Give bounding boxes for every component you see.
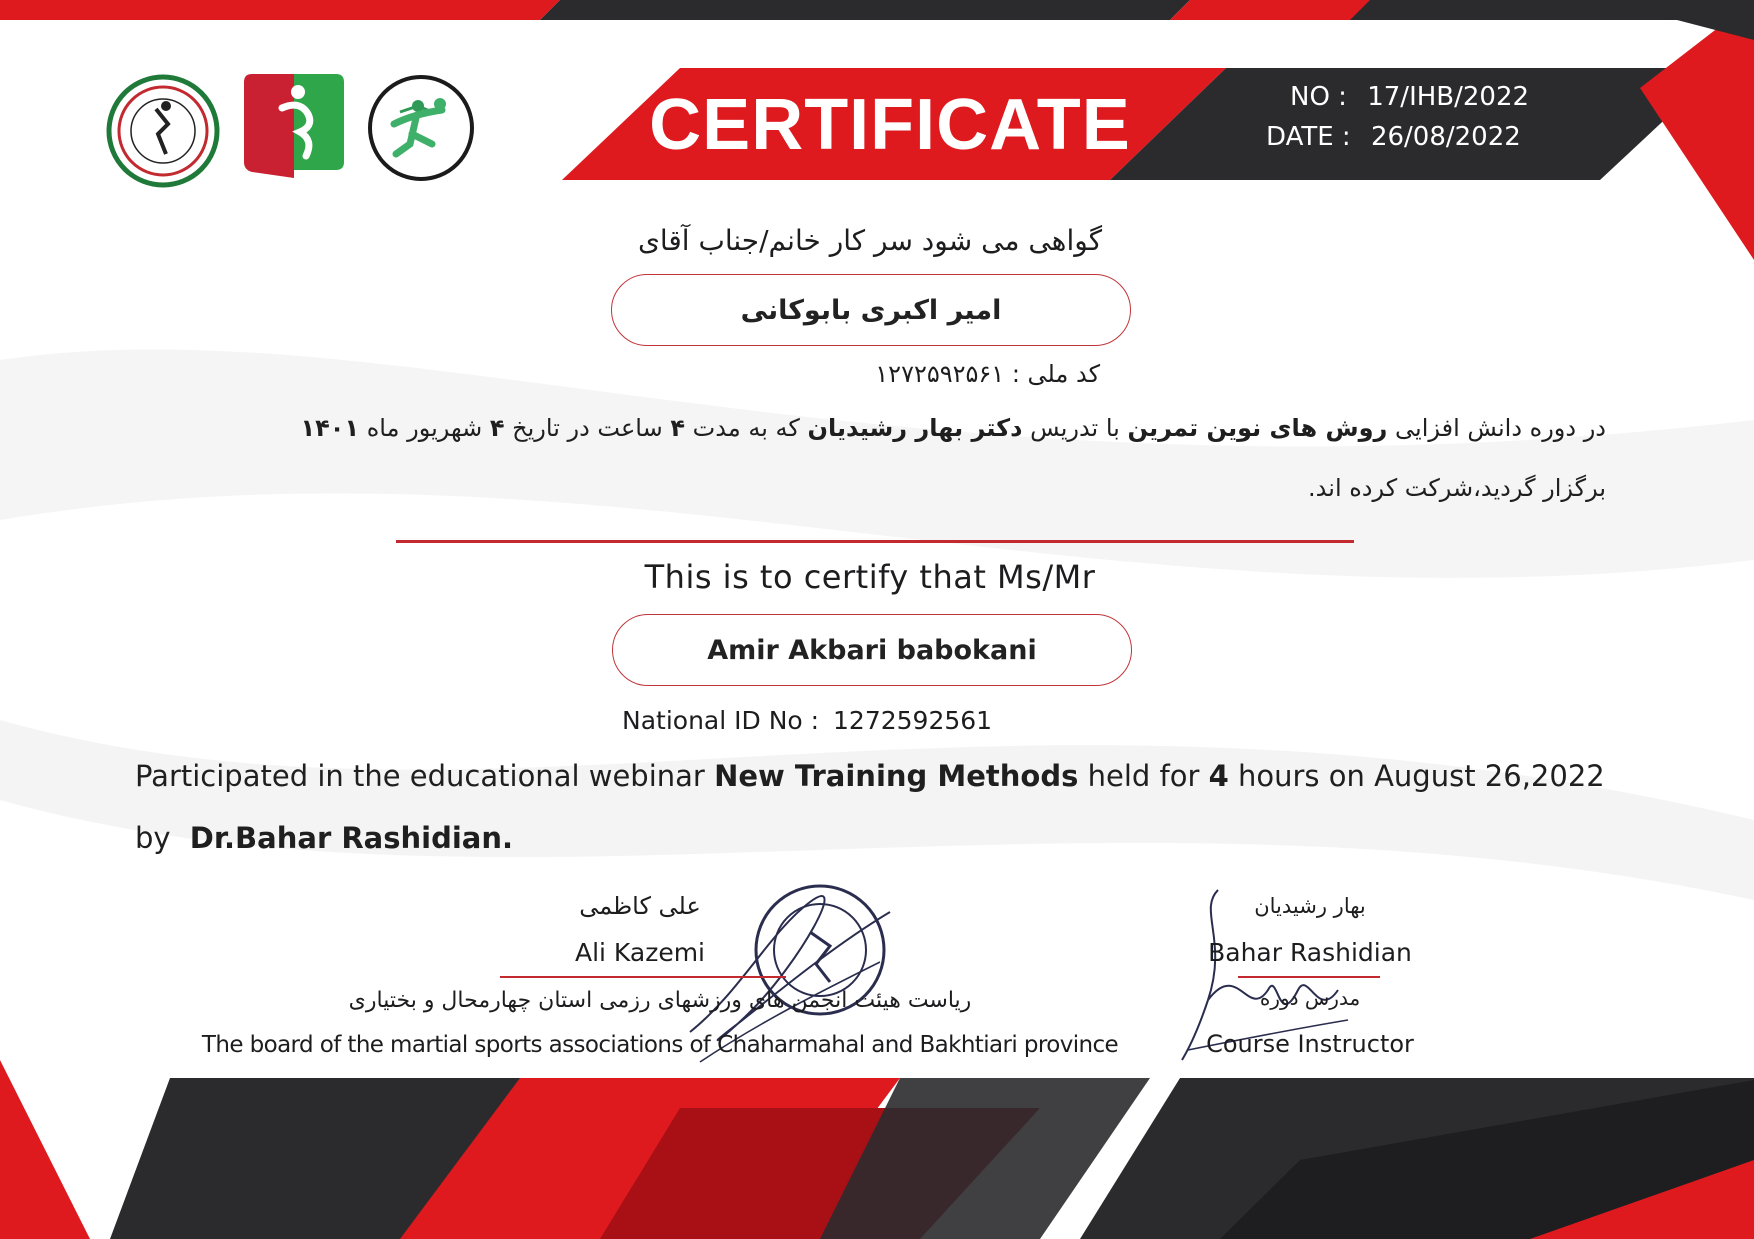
persian-name-box bbox=[611, 274, 1131, 346]
english-text-segment: Participated in the educational webinar bbox=[135, 759, 705, 793]
left-signatory-title-fa: ریاست هیئت انجمن های ورزشهای رزمی استان چهارمحال و بختیاری bbox=[348, 988, 972, 1013]
certificate-number-label: NO : bbox=[1290, 82, 1347, 112]
english-national-id-value: 1272592561 bbox=[833, 706, 993, 735]
right-signatory-title-fa: مدرس دوره bbox=[1259, 986, 1361, 1010]
english-national-id-label: National ID No : bbox=[622, 706, 820, 735]
persian-body bbox=[120, 398, 1606, 518]
persian-teacher-name: دکتر بهار رشیدیان bbox=[807, 414, 1023, 442]
english-text-segment: held for bbox=[1087, 759, 1200, 793]
left-signature-line bbox=[500, 976, 786, 978]
persian-text-segment: در دوره دانش افزایی bbox=[1395, 414, 1606, 442]
right-signatory-name-en: Bahar Rashidian bbox=[1208, 938, 1412, 967]
persian-text-segment: ساعت در تاریخ bbox=[512, 414, 663, 442]
persian-text-segment: با تدریس bbox=[1030, 414, 1120, 442]
certificate-date-label: DATE : bbox=[1266, 122, 1351, 152]
persian-name: امیر اکبری بابوکانی bbox=[740, 294, 1002, 326]
english-heading: This is to certify that Ms/Mr bbox=[644, 558, 1096, 596]
persian-text-segment: شهریور ماه bbox=[366, 414, 483, 442]
english-text-segment: by bbox=[135, 821, 171, 855]
certificate-title: CERTIFICATE bbox=[649, 85, 1131, 165]
right-signatory-name-fa: بهار رشیدیان bbox=[1254, 894, 1366, 918]
english-national-id bbox=[622, 706, 1142, 735]
persian-body-line-2: برگزار گردید،شرکت کرده اند. bbox=[1308, 474, 1606, 502]
sports-education-logo bbox=[366, 72, 476, 184]
english-name-box bbox=[612, 614, 1132, 686]
english-text-segment: hours on August 26,2022 bbox=[1238, 759, 1605, 793]
english-name: Amir Akbari babokani bbox=[707, 634, 1037, 666]
persian-national-id-value: ۱۲۷۲۵۹۲۵۶۱ bbox=[875, 360, 1005, 388]
left-signatory-title-en: The board of the martial sports associations of Chaharmahal and Bakhtiari province bbox=[201, 1032, 1119, 1058]
persian-body-line-1 bbox=[120, 398, 1606, 458]
english-body-line-1 bbox=[135, 745, 1635, 807]
right-signatory-title-en: Course Instructor bbox=[1206, 1030, 1414, 1058]
english-body-line-2 bbox=[135, 807, 1635, 869]
persian-hours: ۴ bbox=[670, 414, 686, 442]
persian-heading: گواهی می شود سر کار خانم/جناب آقای bbox=[637, 224, 1103, 257]
certificate-number bbox=[1290, 82, 1529, 112]
english-hours: 4 bbox=[1208, 759, 1229, 793]
right-signature-line bbox=[1238, 976, 1380, 978]
certificate-date bbox=[1266, 122, 1521, 152]
persian-national-id-label: کد ملی : bbox=[1011, 360, 1100, 388]
persian-course-name: روش های نوین تمرین bbox=[1127, 414, 1388, 442]
left-signatory-name-en: Ali Kazemi bbox=[574, 938, 706, 967]
persian-day: ۴ bbox=[489, 414, 505, 442]
certificate-date-value: 26/08/2022 bbox=[1370, 122, 1521, 152]
left-signatory-name-fa: علی کاظمی bbox=[579, 892, 701, 920]
section-divider bbox=[396, 540, 1354, 543]
iranian-health-box-logo bbox=[244, 74, 344, 178]
association-seal-logo bbox=[106, 74, 220, 188]
persian-year: ۱۴۰۱ bbox=[300, 414, 360, 442]
persian-national-id bbox=[820, 360, 1100, 388]
persian-text-segment: که به مدت bbox=[692, 414, 800, 442]
english-teacher-name: Dr.Bahar Rashidian. bbox=[189, 821, 514, 855]
certificate-number-value: 17/IHB/2022 bbox=[1367, 82, 1530, 112]
english-course-name: New Training Methods bbox=[714, 759, 1079, 793]
english-body bbox=[135, 745, 1635, 869]
